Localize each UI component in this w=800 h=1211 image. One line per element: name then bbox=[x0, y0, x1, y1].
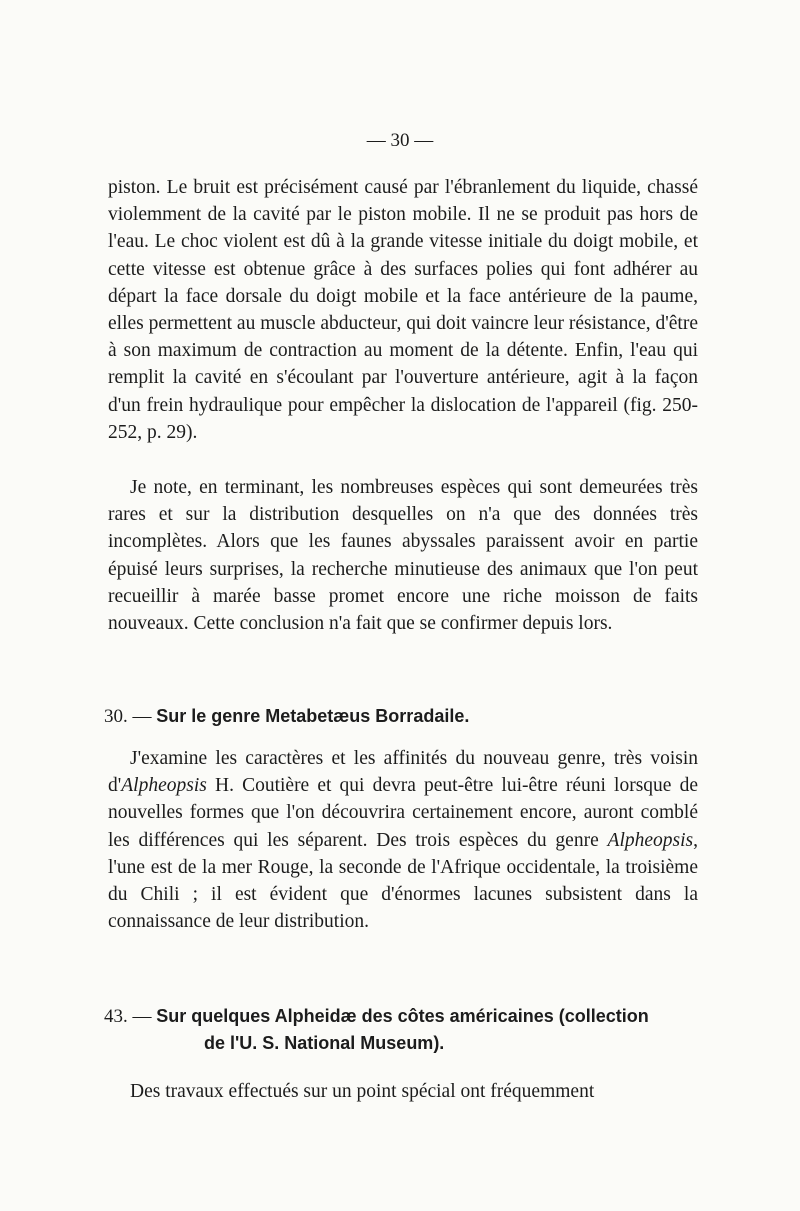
paragraph-3-text-b: H. Coutière et qui devra peut-être lui-être réuni lorsque de nouvelles formes que l'on découvrira certainement encore, auront comblé les différences qui les séparent. Des trois espèces du genre bbox=[108, 775, 698, 851]
paragraph-3 bbox=[108, 745, 698, 935]
paragraph-2: Je note, en terminant, les nombreuses espèces qui sont demeurées très rares et sur la distribution desquelles on n'a que des données très incomplètes. Alors que les faunes abyssales paraissent avoir en partie épuisé leurs surprises, la recherche minutieuse des animaux que l'on peut recueillir à marée basse promet encore une riche moisson de faits nouveaux. Cette conclusion n'a fait que se confirmer depuis lors. bbox=[108, 477, 698, 635]
paragraph-3-text-c: , l'une est de la mer Rouge, la seconde de l'Afrique occidentale, la troisième du Chili ; il est évident que d'énormes lacunes subsistent dans la connaissance de leur distribution. bbox=[108, 829, 698, 933]
section-title: Sur le genre Metabetæus Borradaile. bbox=[156, 706, 470, 726]
paragraph-1: piston. Le bruit est précisément causé par l'ébranlement du liquide, chassé violemment de la cavité par le piston mobile. Il ne se produit pas hors de l'eau. Le choc violent est dû à la grande vitesse initiale du doigt mobile, et cette vitesse est obtenue grâce à des surfaces polies qui font adhérer au départ la face dorsale du doigt mobile et la face antérieure de la paume, elles permettent au muscle abducteur, qui doit vaincre leur résistance, d'être à son maximum de contraction au moment de la détente. Enfin, l'eau qui remplit la cavité en s'écoulant par l'ouverture antérieure, agit à la façon d'un frein hydraulique pour empêcher la dislocation de l'appareil (fig. 250-252, p. 29). bbox=[108, 177, 698, 443]
section-heading-43 bbox=[104, 1003, 704, 1057]
paragraph-3-text-a: J'examine les caractères et les affinités du nouveau genre, très voisin d' bbox=[108, 748, 698, 797]
section-title-line-2: de l'U. S. National Museum). bbox=[204, 1033, 445, 1053]
section-number: 30. bbox=[104, 706, 128, 727]
page-number: — 30 — bbox=[366, 130, 434, 151]
section-number: 43. bbox=[104, 1006, 128, 1027]
section-title-line-1: Sur quelques Alpheidæ des côtes américaines (collection bbox=[156, 1006, 649, 1026]
section-dash: — bbox=[132, 706, 152, 727]
section-dash: — bbox=[132, 1006, 152, 1027]
paragraph-4: Des travaux effectués sur un point spécial ont fréquemment bbox=[130, 1081, 595, 1102]
section-heading-30 bbox=[104, 703, 704, 730]
genus-name-alpheopsis: Alpheopsis bbox=[121, 775, 207, 797]
genus-name-alpheopsis-2: Alpheopsis bbox=[607, 829, 694, 851]
